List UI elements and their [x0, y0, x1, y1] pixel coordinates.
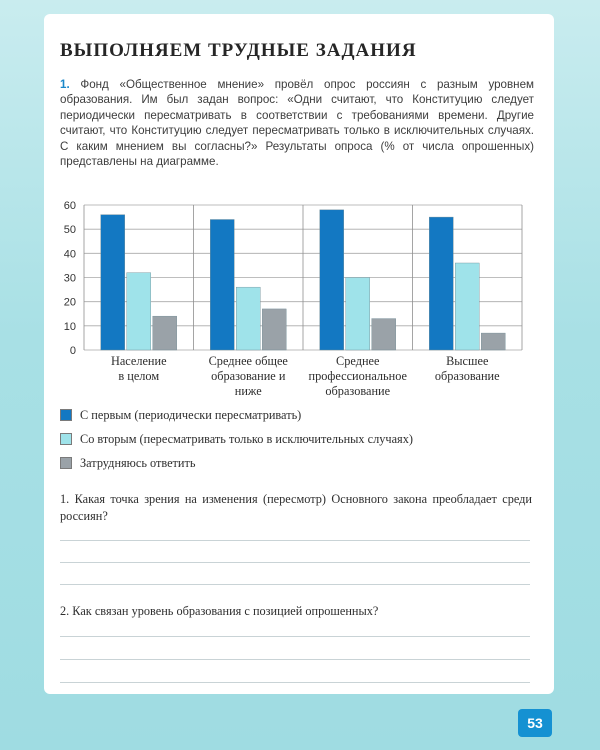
y-tick-label: 50 — [63, 224, 76, 237]
legend-swatch-second — [60, 433, 72, 445]
answer-line[interactable] — [60, 562, 530, 563]
question-1: 1. Какая точка зрения на изменения (пересмотр) Основного закона преобладает среди россиян? — [60, 492, 532, 523]
x-category-label: образование — [434, 369, 500, 383]
bar — [262, 309, 286, 350]
legend-label-first: С первым (периодически пересматривать) — [80, 407, 302, 422]
x-category-label: Среднее — [336, 354, 380, 368]
bar — [127, 273, 151, 350]
answer-line[interactable] — [60, 682, 530, 683]
bar — [346, 278, 370, 351]
bar — [481, 333, 505, 350]
answer-line[interactable] — [60, 584, 530, 585]
answer-line[interactable] — [60, 659, 530, 660]
x-category-label: образование — [325, 384, 391, 398]
task-body: Фонд «Общественное мнение» провёл опрос россиян с разным уровнем образования. Им был задан вопрос: «Одни считают, что Конституцию следует периодически пересматривать в соответствии с требованиями времени. Другие считают, что Конституцию следует пересматривать только в исключительных случаях. С каким мнением вы согласны?» Результаты опроса (% от числа опрошенных) представлены на диаграмме. — [60, 78, 534, 169]
question-2: 2. Как связан уровень образования с позицией опрошенных? — [60, 604, 379, 618]
bar — [320, 210, 344, 350]
x-category-label: образование и — [211, 369, 286, 383]
legend-item — [60, 427, 540, 451]
y-tick-label: 40 — [63, 248, 76, 261]
bar — [153, 316, 177, 350]
legend-item — [60, 403, 540, 427]
y-tick-label: 60 — [63, 200, 76, 212]
y-tick-label: 0 — [69, 345, 76, 357]
x-category-label: Население — [110, 354, 167, 368]
bar — [455, 263, 479, 350]
x-category-label: Среднее общее — [208, 354, 288, 368]
legend-swatch-first — [60, 409, 72, 421]
bar-chart — [50, 195, 540, 400]
bar — [101, 215, 125, 350]
section-title: ВЫПОЛНЯЕМ ТРУДНЫЕ ЗАДАНИЯ — [60, 40, 417, 61]
task-text — [60, 77, 534, 169]
legend-label-second: Со вторым (пересматривать только в исключительных случаях) — [80, 431, 413, 446]
x-category-label: Высшее — [446, 354, 489, 368]
y-tick-label: 20 — [63, 296, 76, 309]
legend-swatch-undecided — [60, 457, 72, 469]
x-category-label: в целом — [118, 369, 160, 383]
bar — [429, 217, 453, 350]
task-number: 1. — [60, 78, 70, 91]
legend-item — [60, 451, 540, 475]
bar — [210, 220, 234, 351]
answer-line[interactable] — [60, 540, 530, 541]
chart-legend — [60, 403, 540, 475]
bar — [372, 319, 396, 350]
y-tick-label: 10 — [63, 320, 76, 333]
page-number: 53 — [518, 709, 552, 737]
answer-line[interactable] — [60, 636, 530, 637]
x-category-label: ниже — [234, 384, 262, 398]
bar — [236, 287, 260, 350]
legend-label-undecided: Затрудняюсь ответить — [80, 455, 196, 470]
y-tick-label: 30 — [63, 272, 76, 285]
x-category-label: профессиональное — [308, 369, 407, 383]
